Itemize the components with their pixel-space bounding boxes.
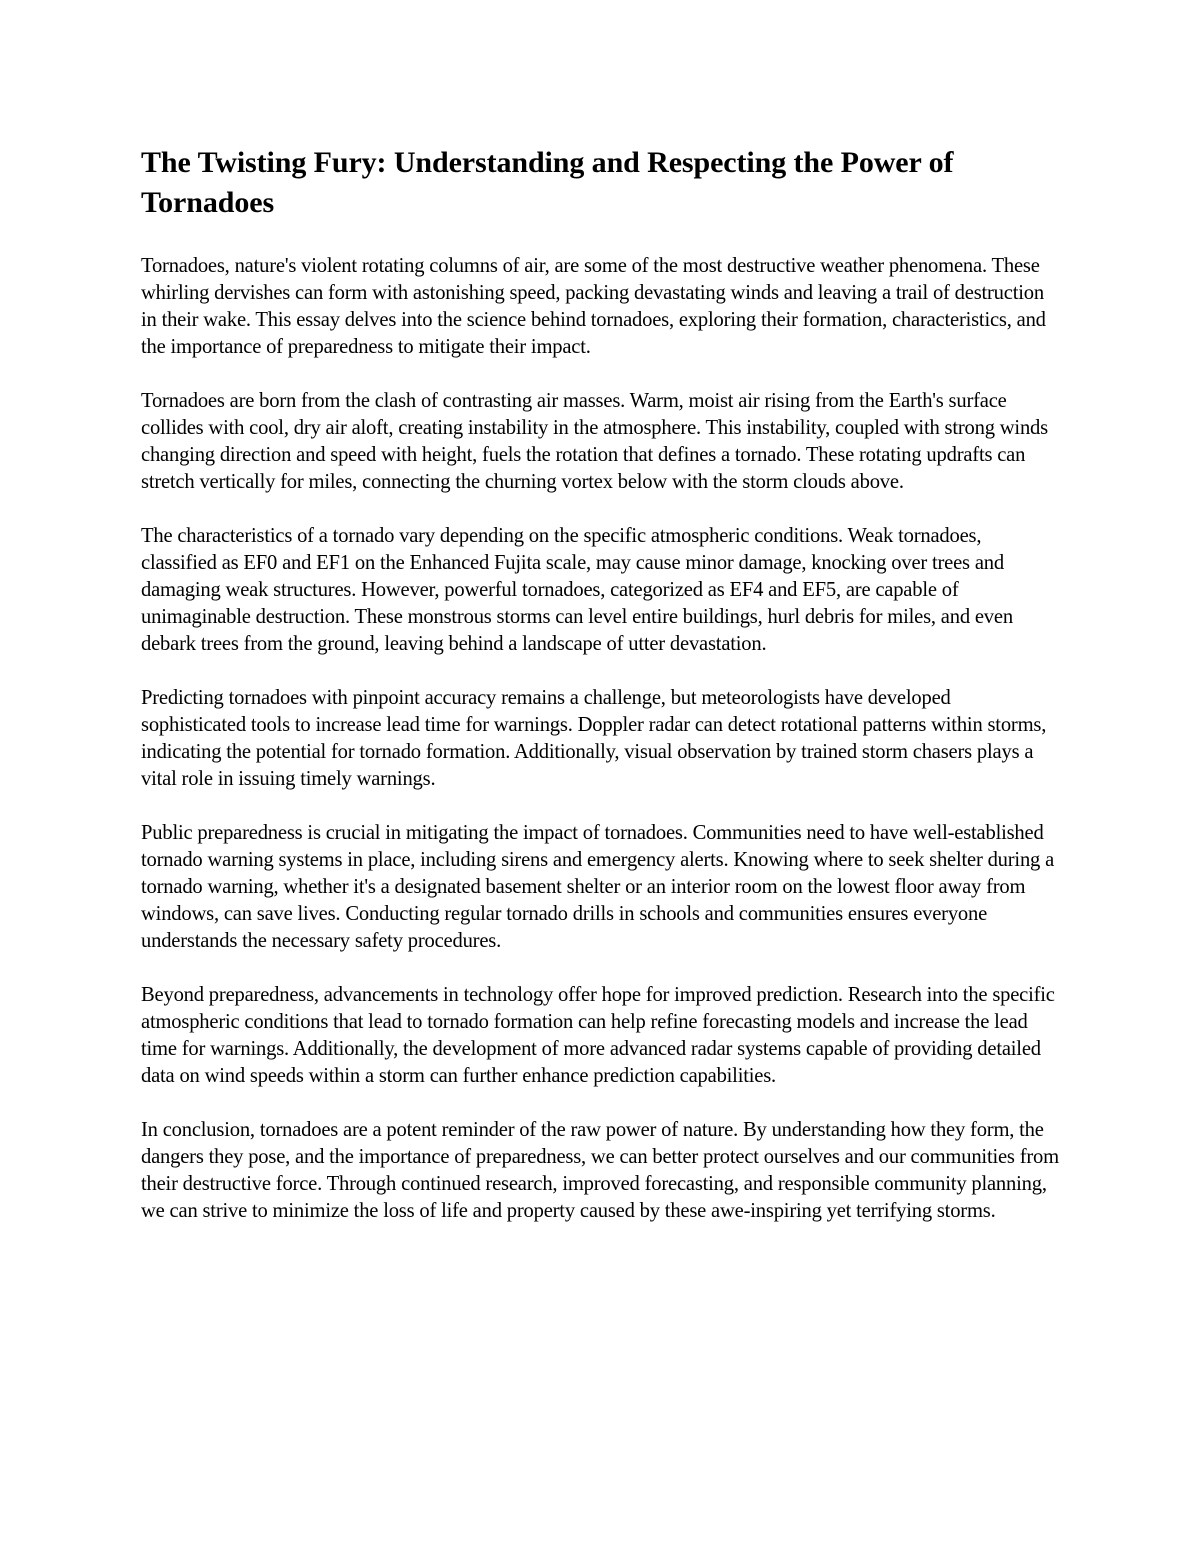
paragraph-characteristics: The characteristics of a tornado vary depending on the specific atmospheric conditions. Weak tornadoes, classified as EF0 and EF1 on the Enhanced Fujita scale, may cause minor damage, knocking over trees and damaging weak structures. However, powerful tornadoes, categorized as EF4 and EF5, are capable of unimaginable destruction. These monstrous storms can level entire buildings, hurl debris for miles, and even debark trees from the ground, leaving behind a landscape of utter devastation. [141, 525, 1013, 655]
paragraph-introduction: Tornadoes, nature's violent rotating columns of air, are some of the most destructive weather phenomena. These whirling dervishes can form with astonishing speed, packing devastating winds and leaving a trail of destruction in their wake. This essay delves into the science behind tornadoes, exploring their formation, characteristics, and the importance of preparedness to mitigate their impact. [141, 255, 1046, 358]
paragraph-conclusion: In conclusion, tornadoes are a potent reminder of the raw power of nature. By understanding how they form, the dangers they pose, and the importance of preparedness, we can better protect ourselves and our communities from their destructive force. Through continued research, improved forecasting, and responsible community planning, we can strive to minimize the loss of life and property caused by these awe-inspiring yet terrifying storms. [141, 1119, 1059, 1222]
document-body [141, 253, 1060, 1225]
paragraph-prediction: Predicting tornadoes with pinpoint accuracy remains a challenge, but meteorologists have developed sophisticated tools to increase lead time for warnings. Doppler radar can detect rotational patterns within storms, indicating the potential for tornado formation. Additionally, visual observation by trained storm chasers plays a vital role in issuing timely warnings. [141, 687, 1047, 790]
paragraph-preparedness: Public preparedness is crucial in mitigating the impact of tornadoes. Communities need to have well-established tornado warning systems in place, including sirens and emergency alerts. Knowing where to seek shelter during a tornado warning, whether it's a designated basement shelter or an interior room on the lowest floor away from windows, can save lives. Conducting regular tornado drills in schools and communities ensures everyone understands the necessary safety procedures. [141, 822, 1055, 952]
document-title: The Twisting Fury: Understanding and Respecting the Power of Tornadoes [141, 146, 954, 219]
paragraph-technology: Beyond preparedness, advancements in technology offer hope for improved prediction. Research into the specific atmospheric conditions that lead to tornado formation can help refine forecasting models and increase the lead time for warnings. Additionally, the development of more advanced radar systems capable of providing detailed data on wind speeds within a storm can further enhance prediction capabilities. [141, 984, 1055, 1087]
paragraph-formation: Tornadoes are born from the clash of contrasting air masses. Warm, moist air rising from the Earth's surface collides with cool, dry air aloft, creating instability in the atmosphere. This instability, coupled with strong winds changing direction and speed with height, fuels the rotation that defines a tornado. These rotating updrafts can stretch vertically for miles, connecting the churning vortex below with the storm clouds above. [141, 390, 1048, 493]
